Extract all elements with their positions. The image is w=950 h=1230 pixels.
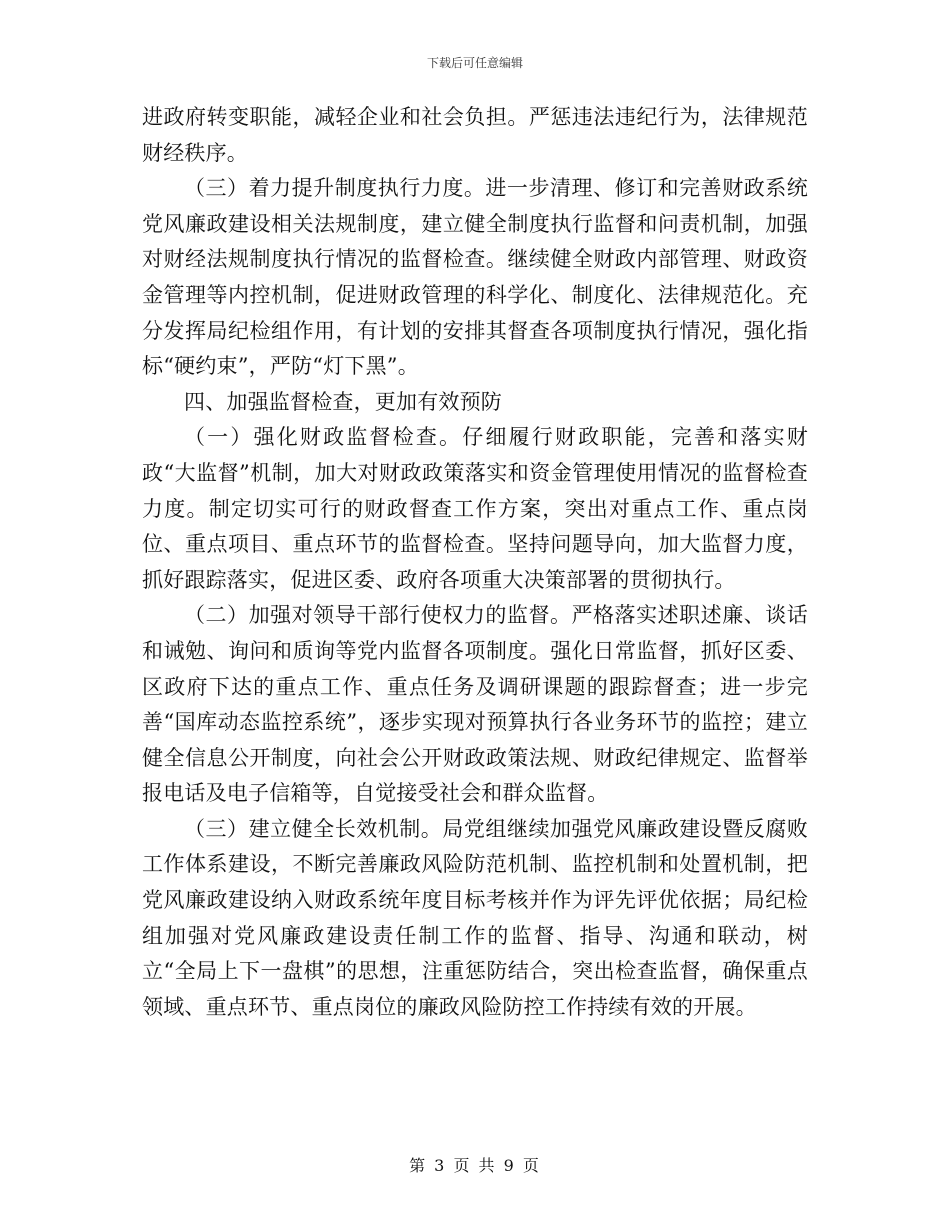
paragraph-6: （三）建立健全长效机制。局党组继续加强党风廉政建设暨反腐败工作体系建设，不断完善廉政风险防范机制、监控机制和处置机制，把党风廉政建设纳入财政系统年度目标考核并作为评先评优依据；局纪检组加强对党风廉政建设责任制工作的监督、指导、沟通和联动，树立“全局上下一盘棋”的思想，注重惩防结合，突出检查监督，确保重点领域、重点环节、重点岗位的廉政风险防控工作持续有效的开展。 <box>142 816 808 1019</box>
section-heading-4: 四、加强监督检查，更加有效预防 <box>184 389 502 414</box>
paragraph-4: （一）强化财政监督检查。仔细履行财政职能，完善和落实财政“大监督”机制，加大对财政政策落实和资金管理使用情况的监督检查力度。制定切实可行的财政督查工作方案，突出对重点工作、重点岗位、重点项目、重点环节的监督检查。坚持问题导向，加大监督力度，抓好跟踪落实，促进区委、政府各项重大决策部署的贯彻执行。 <box>142 425 808 592</box>
document-body <box>142 100 808 1025</box>
paragraph-1: 进政府转变职能，减轻企业和社会负担。严惩违法违纪行为，法律规范财经秩序。 <box>142 105 808 165</box>
paragraph-2: （三）着力提升制度执行力度。进一步清理、修订和完善财政系统党风廉政建设相关法规制度，建立健全制度执行监督和问责机制，加强对财经法规制度执行情况的监督检查。继续健全财政内部管理、财政资金管理等内控机制，促进财政管理的科学化、制度化、法律规范化。充分发挥局纪检组作用，有计划的安排其督查各项制度执行情况，强化指标“硬约束”，严防“灯下黑”。 <box>142 176 808 379</box>
page-footer: 第 3 页 共 9 页 <box>409 1156 541 1175</box>
paragraph-5: （二）加强对领导干部行使权力的监督。严格落实述职述廉、谈话和诫勉、询问和质询等党内监督各项制度。强化日常监督，抓好区委、区政府下达的重点工作、重点任务及调研课题的跟踪督查；进一步完善“国库动态监控系统”，逐步实现对预算执行各业务环节的监控；建立健全信息公开制度，向社会公开财政政策法规、财政纪律规定、监督举报电话及电子信箱等，自觉接受社会和群众监督。 <box>142 603 808 806</box>
page-header: 下载后可任意编辑 <box>426 56 523 70</box>
